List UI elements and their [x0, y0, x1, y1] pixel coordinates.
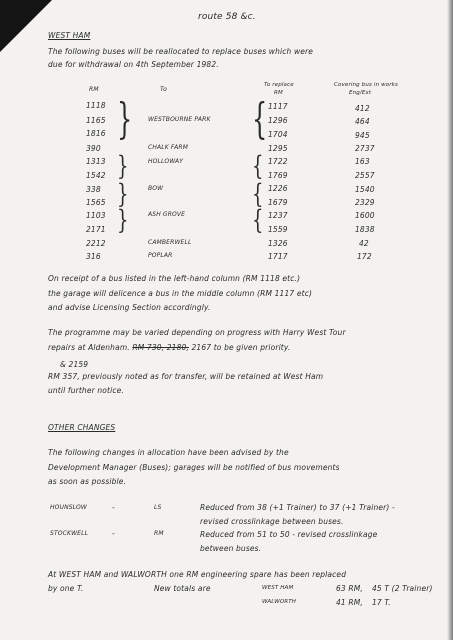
- brace-left-holloway: }: [117, 151, 129, 182]
- header-covering-2: Eng/Ext: [349, 90, 372, 96]
- header-replace-1: To replace: [264, 82, 294, 88]
- rm-cell: 1542: [86, 171, 106, 180]
- covering-cell: 412: [355, 104, 370, 113]
- hounslow-line-1: Reduced from 38 (+1 Trainer) to 37 (+1 Trainer) -: [200, 503, 395, 512]
- total-t: 45 T (2 Trainer): [372, 584, 433, 593]
- stockwell-line-1: Reduced from 51 to 50 - revised crosslinkage: [200, 530, 378, 539]
- replace-cell: 1704: [268, 130, 288, 139]
- page-reference: route 58 &c.: [198, 12, 256, 22]
- rm-cell: 1103: [86, 211, 106, 220]
- brace-left-bow: }: [117, 179, 129, 210]
- rm-cell: 1118: [86, 101, 106, 110]
- programme-struck-text: RM 730, 2180,: [132, 343, 189, 352]
- rm357-line-1: RM 357, previously noted as for transfer, will be retained at West Ham: [48, 372, 324, 381]
- scan-corner-shadow: [0, 0, 52, 52]
- programme-line-1: The programme may be varied depending on progress with Harry West Tour: [48, 328, 346, 337]
- destination-cell: POPLAR: [148, 252, 173, 259]
- covering-cell: 1540: [355, 185, 375, 194]
- rm-cell: 2171: [86, 225, 106, 234]
- brace-right-holloway: {: [252, 151, 264, 182]
- section-heading-west-ham: WEST HAM: [48, 31, 91, 40]
- replace-cell: 1722: [268, 157, 288, 166]
- final-line-1: At WEST HAM and WALWORTH one RM engineering spare has been replaced: [48, 570, 347, 579]
- replace-cell: 1117: [268, 102, 288, 111]
- new-totals-label: New totals are: [154, 584, 211, 593]
- replace-cell: 1226: [268, 184, 288, 193]
- replace-cell: 1769: [268, 171, 288, 180]
- brace-right-ash-grove: {: [252, 205, 264, 236]
- destination-cell: HOLLOWAY: [148, 158, 184, 165]
- brace-left-westbourne: }: [117, 94, 133, 144]
- brace-left-ash-grove: }: [117, 205, 129, 236]
- covering-cell: 2737: [355, 144, 375, 153]
- rm-cell: 1565: [86, 198, 106, 207]
- stockwell-line-2: between buses.: [200, 544, 262, 553]
- total-rm: 41 RM,: [336, 598, 363, 607]
- covering-cell: 1600: [355, 211, 375, 220]
- header-to: To: [160, 86, 167, 93]
- replace-cell: 1295: [268, 144, 288, 153]
- brace-right-westbourne: {: [252, 94, 268, 144]
- hounslow-code: LS: [154, 504, 162, 511]
- scan-edge-shadow: [447, 0, 453, 640]
- covering-cell: 464: [355, 117, 370, 126]
- total-t: 17 T.: [372, 598, 391, 607]
- covering-cell: 945: [355, 131, 370, 140]
- rm-cell: 1313: [86, 157, 106, 166]
- total-garage: WEST HAM: [262, 585, 294, 591]
- covering-cell: 42: [359, 239, 369, 248]
- receipt-line-3: and advise Licensing Section accordingly.: [48, 303, 211, 312]
- destination-cell: ASH GROVE: [148, 211, 186, 218]
- final-line-2: by one T.: [48, 584, 84, 593]
- brace-right-bow: {: [252, 179, 264, 210]
- destination-cell: WESTBOURNE PARK: [148, 116, 211, 123]
- hounslow-line-2: revised crosslinkage between buses.: [200, 517, 344, 526]
- replace-cell: 1717: [268, 252, 288, 261]
- replace-cell: 1296: [268, 116, 288, 125]
- other-line-1: The following changes in allocation have been advised by the: [48, 448, 289, 457]
- hounslow-dash: -: [112, 503, 115, 512]
- covering-cell: 163: [355, 157, 370, 166]
- programme-line-2-end: 2167 to be given priority.: [191, 343, 291, 352]
- total-rm: 63 RM,: [336, 584, 363, 593]
- destination-cell: CAMBERWELL: [148, 239, 192, 246]
- covering-cell: 2329: [355, 198, 375, 207]
- covering-cell: 172: [357, 252, 372, 261]
- intro-line-2: due for withdrawal on 4th September 1982.: [48, 60, 219, 69]
- rm-cell: 316: [86, 252, 101, 261]
- destination-cell: BOW: [148, 185, 164, 192]
- programme-line-2-start: repairs at Aldenham.: [48, 343, 130, 352]
- other-line-2: Development Manager (Buses); garages will be notified of bus movements: [48, 463, 340, 472]
- total-garage: WALWORTH: [262, 599, 297, 605]
- hounslow-garage: HOUNSLOW: [50, 504, 87, 511]
- intro-line-1: The following buses will be reallocated to replace buses which were: [48, 47, 313, 56]
- rm357-line-2: until further notice.: [48, 386, 124, 395]
- covering-cell: 1838: [355, 225, 375, 234]
- stockwell-code: RM: [154, 530, 164, 537]
- replace-cell: 1559: [268, 225, 288, 234]
- stockwell-dash: -: [112, 529, 115, 538]
- rm-cell: 2212: [86, 239, 106, 248]
- rm-cell: 338: [86, 185, 101, 194]
- covering-cell: 2557: [355, 171, 375, 180]
- replace-cell: 1326: [268, 239, 288, 248]
- header-rm: RM: [89, 86, 99, 93]
- rm-cell: 390: [86, 144, 101, 153]
- rm-cell: 1165: [86, 116, 106, 125]
- stockwell-garage: STOCKWELL: [50, 530, 89, 537]
- destination-cell: CHALK FARM: [148, 144, 189, 151]
- header-covering-1: Covering bus in works: [334, 82, 399, 88]
- receipt-line-2: the garage will delicence a bus in the middle column (RM 1117 etc): [48, 289, 313, 298]
- header-replace-2: RM: [274, 90, 283, 96]
- other-line-3: as soon as possible.: [48, 477, 127, 486]
- section-heading-other-changes: OTHER CHANGES: [48, 423, 116, 432]
- replace-cell: 1237: [268, 211, 288, 220]
- receipt-line-1: On receipt of a bus listed in the left-hand column (RM 1118 etc.): [48, 274, 301, 283]
- replace-cell: 1679: [268, 198, 288, 207]
- programme-line-2: [48, 343, 290, 352]
- rm-cell: 1816: [86, 129, 106, 138]
- insert-2159: & 2159: [60, 360, 89, 369]
